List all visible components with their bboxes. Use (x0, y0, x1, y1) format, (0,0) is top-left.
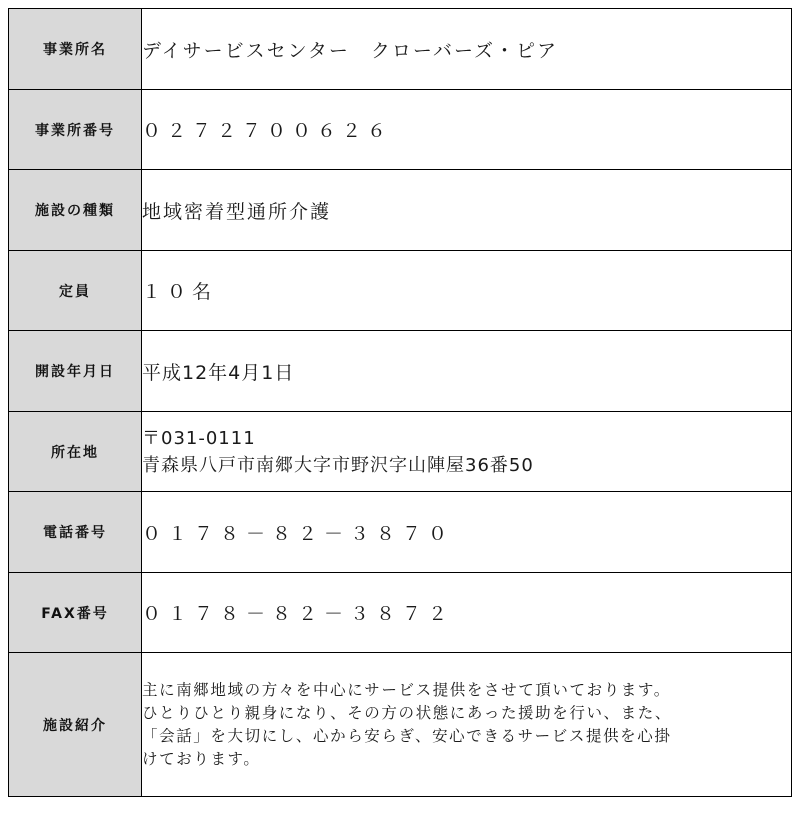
label-address: 所在地 (9, 412, 142, 492)
postal-code: 〒031-0111 (142, 427, 256, 449)
label-facility-number: 事業所番号 (9, 90, 142, 170)
facility-info-table (8, 8, 792, 797)
row-fax (9, 573, 792, 653)
value-facility-name: デイサービスセンター クローバーズ・ピア (142, 9, 792, 90)
row-phone (9, 492, 792, 573)
row-facility-type (9, 170, 792, 251)
row-facility-number (9, 90, 792, 170)
value-address (142, 412, 792, 492)
label-fax: FAX番号 (9, 573, 142, 653)
street-address: 青森県八戸市南郷大字市野沢字山陣屋36番50 (142, 454, 534, 476)
row-address (9, 412, 792, 492)
intro-line-3: 「会話」を大切にし、心から安らぎ、安心できるサービス提供を心掛 (142, 726, 672, 745)
value-phone: ０１７８－８２－３８７０ (142, 492, 792, 573)
value-fax: ０１７８－８２－３８７２ (142, 573, 792, 653)
row-capacity (9, 251, 792, 331)
label-phone: 電話番号 (9, 492, 142, 573)
value-capacity: １０名 (142, 251, 792, 331)
intro-line-1: 主に南郷地域の方々を中心にサービス提供をさせて頂いております。 (142, 680, 671, 699)
value-introduction (142, 653, 792, 797)
label-capacity: 定員 (9, 251, 142, 331)
row-facility-name (9, 9, 792, 90)
value-facility-number: ０２７２７００６２６ (142, 90, 792, 170)
label-facility-type: 施設の種類 (9, 170, 142, 251)
intro-line-4: けております。 (142, 749, 261, 768)
intro-line-2: ひとりひとり親身になり、その方の状態にあった援助を行い、また、 (142, 703, 672, 722)
value-facility-type: 地域密着型通所介護 (142, 170, 792, 251)
label-opening-date: 開設年月日 (9, 331, 142, 412)
row-introduction (9, 653, 792, 797)
label-facility-name: 事業所名 (9, 9, 142, 90)
label-introduction: 施設紹介 (9, 653, 142, 797)
value-opening-date: 平成12年4月1日 (142, 331, 792, 412)
row-opening-date (9, 331, 792, 412)
